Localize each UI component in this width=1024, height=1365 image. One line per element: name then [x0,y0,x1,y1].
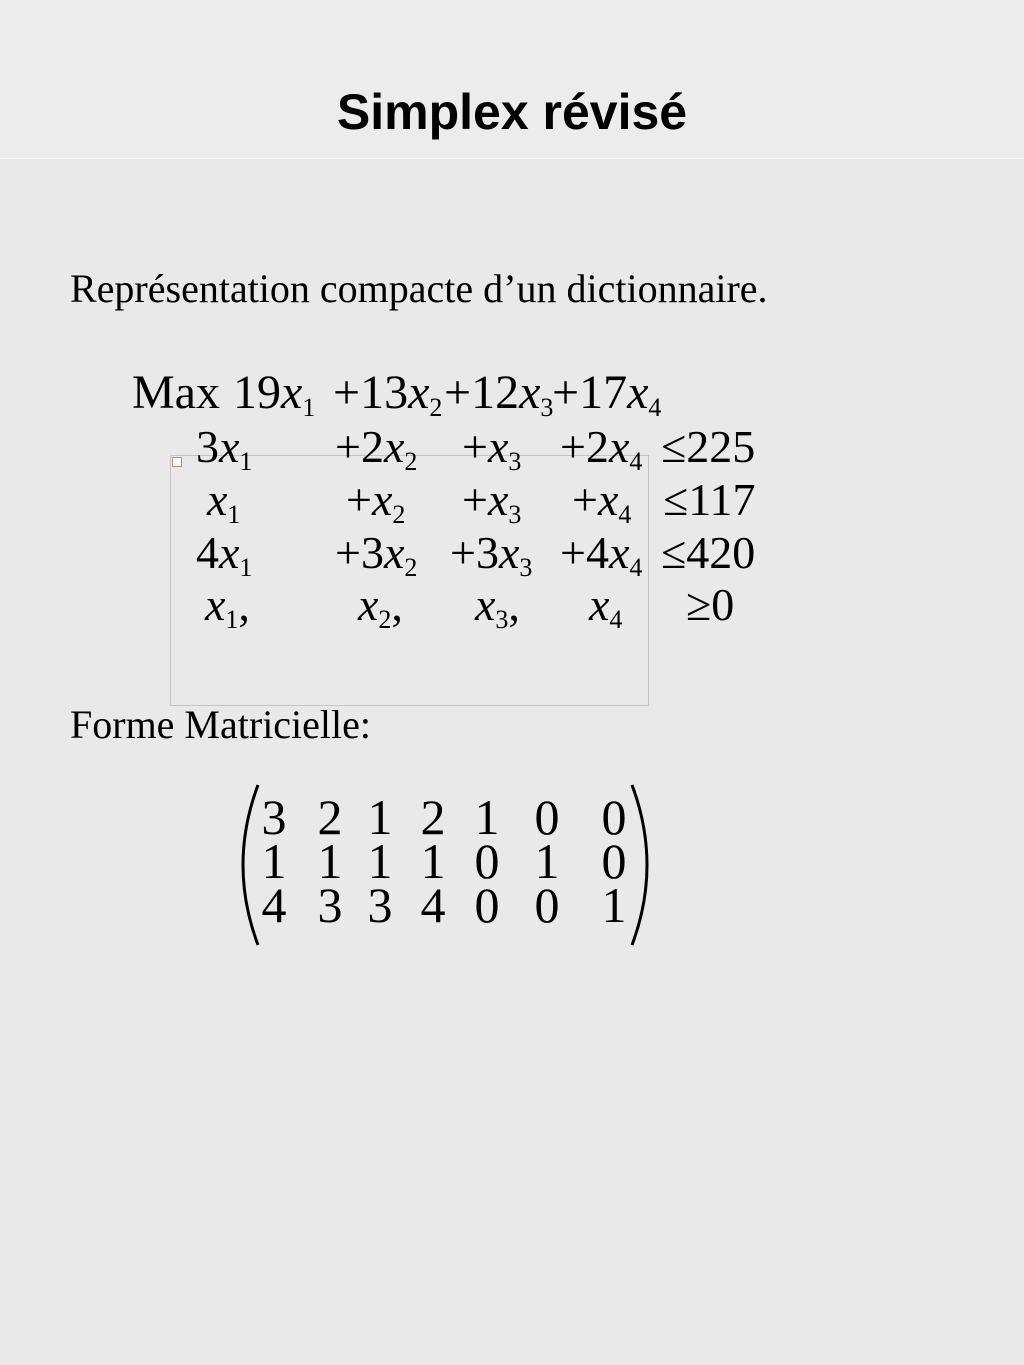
matrix-cell: 1 [317,833,343,889]
matrix-cell: 0 [474,833,500,889]
matrix-heading: Forme Matricielle: [70,702,372,747]
constraint-term: +x4 [572,474,632,529]
matrix-cell: 0 [601,833,627,889]
matrix-cell: 0 [601,789,627,845]
constraints [196,421,756,634]
matrix-cell: 0 [474,877,500,933]
matrix-cell: 1 [367,789,393,845]
objective-function [132,366,661,422]
objective-term: +12x3 [444,366,554,422]
objective-keyword: Max [132,366,220,419]
left-parenthesis [243,785,258,945]
matrix-cell: 1 [420,833,446,889]
objective-term: 19x1 [233,366,316,422]
matrix-cell: 4 [261,877,287,933]
constraint-term: +x3 [462,474,522,529]
matrix-cell: 3 [261,789,287,845]
nonneg-var: x2, [358,579,403,634]
constraint-term: 4x1 [196,527,253,582]
matrix-cell: 3 [317,877,343,933]
objective-term: +17x4 [552,366,662,422]
matrix-cell: 1 [534,833,560,889]
matrix-cell: 1 [367,833,393,889]
matrix-cell: 2 [317,789,343,845]
nonneg-var: x3, [475,579,520,634]
intro-text: Représentation compacte d’un dictionnaire. [70,266,768,311]
constraint-rhs: ≤420 [661,527,756,578]
matrix-cell: 0 [534,877,560,933]
matrix-cell: 4 [420,877,446,933]
constraint-term: +2x4 [560,421,643,476]
objective-term: +13x2 [333,366,443,422]
matrix-cell: 1 [474,789,500,845]
matrix-cell: 3 [367,877,393,933]
page-title: Simplex révisé [336,84,688,140]
matrix-cell: 1 [261,833,287,889]
constraint-term: +2x2 [335,421,418,476]
constraint-term: 3x1 [196,421,253,476]
nonneg-rhs: ≥0 [686,579,735,630]
nonneg-var: x1, [205,579,250,634]
constraint-rhs: ≤117 [663,474,756,525]
right-parenthesis [632,785,647,945]
matrix-cell: 1 [601,877,627,933]
matrix-cell: 0 [534,789,560,845]
nonneg-var: x4 [589,579,623,634]
constraint-term: x1 [207,474,241,529]
matrix-cell: 2 [420,789,446,845]
matrix [243,785,647,945]
constraint-term: +3x3 [450,527,533,582]
constraint-rhs: ≤225 [661,421,756,472]
constraint-term: +3x2 [335,527,418,582]
constraint-term: +x3 [462,421,522,476]
constraint-term: +4x4 [560,527,643,582]
constraint-term: +x2 [346,474,406,529]
